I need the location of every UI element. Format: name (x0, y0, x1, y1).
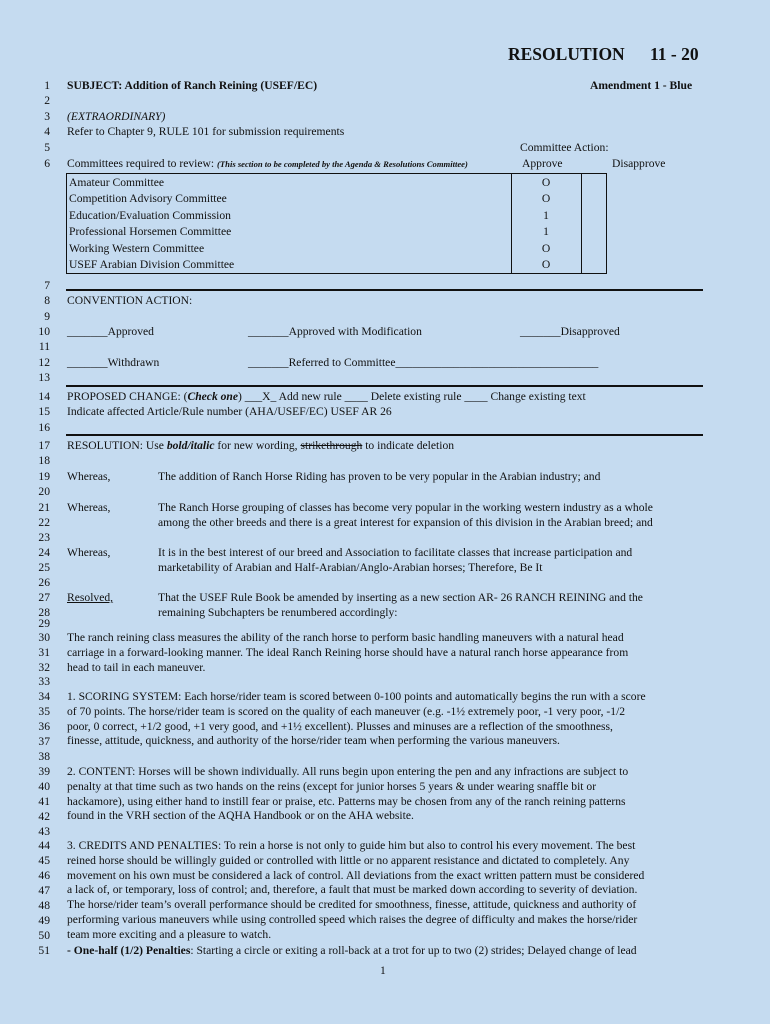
clause-text: among the other breeds and there is a great interest for expansion of this division in the Arabian breed; and (158, 516, 653, 529)
paragraph-line: head to tail in each maneuver. (67, 660, 206, 674)
resolution-instructions (67, 439, 454, 452)
paragraph-line: reined horse should be willingly guided or controlled with little or no apparent resistance and dictated to completely. Any (67, 853, 630, 867)
paragraph-line: hackamore), using either hand to instill fear or praise, etc. Patterns may be chosen from any of the ranch reining patterns (67, 794, 626, 808)
line-number: 40 (38, 780, 50, 793)
paragraph-line: found in the VRH section of the AQHA Handbook or on the AHA website. (67, 809, 414, 823)
paragraph-line: carriage in a forward-looking manner. The ideal Ranch Reining horse should have a natural ranch horse appearance from (67, 645, 629, 659)
convention-label: CONVENTION ACTION: (67, 294, 193, 307)
line-number: 38 (38, 750, 50, 763)
paragraph-line: penalty at that time such as two hands on the reins (except for junior horses 5 years & under wearing snaffle bit or (67, 779, 597, 793)
half-penalties-text: : Starting a circle or exiting a roll-back at a trot for up to two (2) strides; Delayed change of lead (190, 944, 637, 957)
paragraph-credits (67, 839, 707, 943)
divider (66, 385, 703, 387)
committee-name: Professional Horsemen Committee (69, 225, 232, 239)
committee-approve-value: 1 (543, 208, 549, 222)
convention-approved-mod: _______Approved with Modification (248, 325, 422, 338)
line-number: 47 (38, 884, 50, 897)
line-number: 43 (38, 825, 50, 838)
divider (66, 434, 703, 436)
line-number: 29 (38, 617, 50, 630)
convention-approved: _______Approved (67, 325, 154, 338)
refer-text: Refer to Chapter 9, RULE 101 for submission requirements (67, 125, 345, 138)
resolution-label: RESOLUTION (508, 44, 625, 64)
convention-withdrawn: _______Withdrawn (67, 356, 160, 369)
line-number: 16 (38, 421, 50, 434)
line-number: 41 (38, 795, 50, 808)
line-number: 3 (44, 110, 50, 123)
extraordinary-label: (EXTRAORDINARY) (67, 110, 166, 123)
committee-approve-value: O (541, 258, 551, 271)
clause-label: Whereas, (67, 501, 111, 514)
paragraph-content (67, 765, 707, 824)
line-number: 30 (38, 631, 50, 644)
committee-name: Working Western Committee (69, 241, 205, 255)
paragraph-line: team more exciting and a pleasure to watch. (67, 927, 272, 941)
clause-text: That the USEF Rule Book be amended by inserting as a new section AR- 26 RANCH REINING and the (158, 591, 643, 604)
committee-approve-value: 1 (543, 225, 549, 239)
line-number: 31 (38, 646, 50, 659)
ri-strike: strikethrough (300, 439, 363, 452)
convention-disapproved: _______Disapproved (520, 325, 620, 338)
clause-label: Whereas, (67, 470, 111, 483)
proposed-suffix: ) ___X_ Add new rule ____ Delete existing rule ____ Change existing text (238, 390, 586, 403)
line-number: 35 (38, 705, 50, 718)
disapprove-label: Disapprove (612, 157, 666, 170)
line-number: 51 (38, 944, 50, 957)
committee-name: Competition Advisory Committee (69, 192, 227, 206)
line-number: 2 (44, 94, 50, 107)
committee-approve-value: O (541, 241, 551, 255)
clause-text: remaining Subchapters be renumbered accordingly: (158, 606, 398, 619)
line-number: 44 (38, 839, 50, 852)
paragraph-intro (67, 631, 707, 675)
line-number: 37 (38, 735, 50, 748)
line-number: 19 (38, 470, 50, 483)
line-number: 5 (44, 141, 50, 154)
line-number: 28 (38, 606, 50, 619)
paragraph-line: The horse/rider team’s overall performance should be credited for smoothness, finesse, attitude, quickness and authority of (67, 898, 637, 912)
line-number: 21 (38, 501, 50, 514)
clause-text: The Ranch Horse grouping of classes has become very popular in the working western industry as a whole (158, 501, 653, 514)
line-number: 25 (38, 561, 50, 574)
committee-approve-value: O (541, 192, 551, 206)
ri-c: for new wording, (214, 439, 301, 452)
affected-rule: Indicate affected Article/Rule number (AHA/USEF/EC) USEF AR 26 (67, 405, 392, 418)
line-number: 8 (44, 294, 50, 307)
committee-name: Amateur Committee (69, 176, 164, 189)
line-number: 12 (38, 356, 50, 369)
paragraph-line: poor, 0 correct, +1/2 good, +1 very good, and +1½ excellent). Plusses and minuses are a reflection of the smoothness, (67, 719, 613, 733)
paragraph-line: finesse, attitude, quickness, and authority of the horse/rider team when performing the various maneuvers. (67, 734, 560, 748)
line-number: 20 (38, 485, 50, 498)
proposed-prefix: PROPOSED CHANGE: ( (67, 390, 188, 403)
line-number: 22 (38, 516, 50, 529)
line-number: 1 (44, 79, 50, 92)
line-number: 50 (38, 929, 50, 942)
convention-referred: _______Referred to Committee___________________________________ (248, 356, 599, 369)
half-penalties-label: - One-half (1/2) Penalties (67, 944, 191, 957)
paragraph-line: a lack of, or temporary, loss of control; and, therefore, a fault that must be marked down according to severity of deviation. (67, 883, 638, 897)
line-number: 9 (44, 310, 50, 323)
subject: SUBJECT: Addition of Ranch Reining (USEF/EC) (67, 79, 318, 92)
committees-required-label: Committees required to review: (67, 157, 215, 170)
clause-text: The addition of Ranch Horse Riding has proven to be very popular in the Arabian industry; and (158, 470, 601, 483)
line-number: 4 (44, 125, 50, 138)
line-number: 42 (38, 810, 50, 823)
line-number: 11 (38, 340, 50, 353)
line-number: 45 (38, 854, 50, 867)
line-number: 27 (38, 591, 50, 604)
clause-text: It is in the best interest of our breed and Association to facilitate classes that increase participation and (158, 546, 633, 559)
committee-table (66, 173, 607, 274)
line-number: 46 (38, 869, 50, 882)
paragraph-line: The ranch reining class measures the ability of the ranch horse to perform basic handling maneuvers with a natural head (67, 631, 624, 644)
paragraph-line: movement on his own must be considered a lack of control. All deviations from the exact written pattern must be considered (67, 868, 645, 882)
line-number: 6 (44, 157, 50, 170)
line-number: 7 (44, 279, 50, 292)
paragraph-line: 3. CREDITS AND PENALTIES: To rein a horse is not only to guide him but also to control his every movement. The best (67, 839, 636, 852)
line-number: 36 (38, 720, 50, 733)
line-number: 24 (38, 546, 50, 559)
line-number: 14 (38, 390, 50, 403)
ri-e: to indicate deletion (362, 439, 455, 452)
paragraph-line: of 70 points. The horse/rider team is scored on the quality of each maneuver (e.g. -1½ extremely poor, -1 very poor, -1/2 (67, 704, 626, 718)
line-number: 32 (38, 661, 50, 674)
ri-a: RESOLUTION: Use (67, 439, 167, 452)
line-number: 13 (38, 371, 50, 384)
paragraph-line: 1. SCORING SYSTEM: Each horse/rider team is scored between 0-100 points and automatically begins the run with a score (67, 690, 646, 703)
committee-name: USEF Arabian Division Committee (69, 258, 235, 271)
line-number: 33 (38, 675, 50, 688)
resolution-number: 11 - 20 (650, 44, 699, 64)
proposed-change (67, 390, 586, 403)
committee-name: Education/Evaluation Commission (69, 208, 231, 222)
clause-label: Resolved, (67, 591, 114, 604)
page-number: 1 (380, 964, 386, 977)
approve-label: Approve (522, 157, 563, 170)
line-number: 34 (38, 690, 50, 703)
clause-label: Whereas, (67, 546, 111, 559)
clause-text: marketability of Arabian and Half-Arabian/Anglo-Arabian horses; Therefore, Be It (158, 561, 543, 574)
half-penalties (67, 944, 637, 957)
committee-approve-value: O (541, 176, 551, 189)
committee-action-label: Committee Action: (520, 141, 609, 154)
proposed-check: Check one (187, 390, 239, 403)
paragraph-line: performing various maneuvers while using controlled speed which raises the degree of difficulty and makes the horse/rider (67, 912, 638, 926)
line-number: 49 (38, 914, 50, 927)
amendment-label: Amendment 1 - Blue (590, 79, 693, 92)
line-number: 48 (38, 899, 50, 912)
paragraph-scoring (67, 690, 707, 749)
line-number: 26 (38, 576, 50, 589)
committees-note: (This section to be completed by the Agenda & Resolutions Committee) (217, 159, 468, 169)
committees-required (67, 157, 468, 170)
ri-bold-italic: bold/italic (166, 439, 215, 452)
line-number: 39 (38, 765, 50, 778)
line-number: 10 (38, 325, 50, 338)
line-number: 23 (38, 531, 50, 544)
line-number: 18 (38, 454, 50, 467)
divider (66, 289, 703, 291)
line-number: 15 (38, 405, 50, 418)
line-number: 17 (38, 439, 50, 452)
paragraph-line: 2. CONTENT: Horses will be shown individually. All runs begin upon entering the pen and any infractions are subject to (67, 765, 629, 778)
